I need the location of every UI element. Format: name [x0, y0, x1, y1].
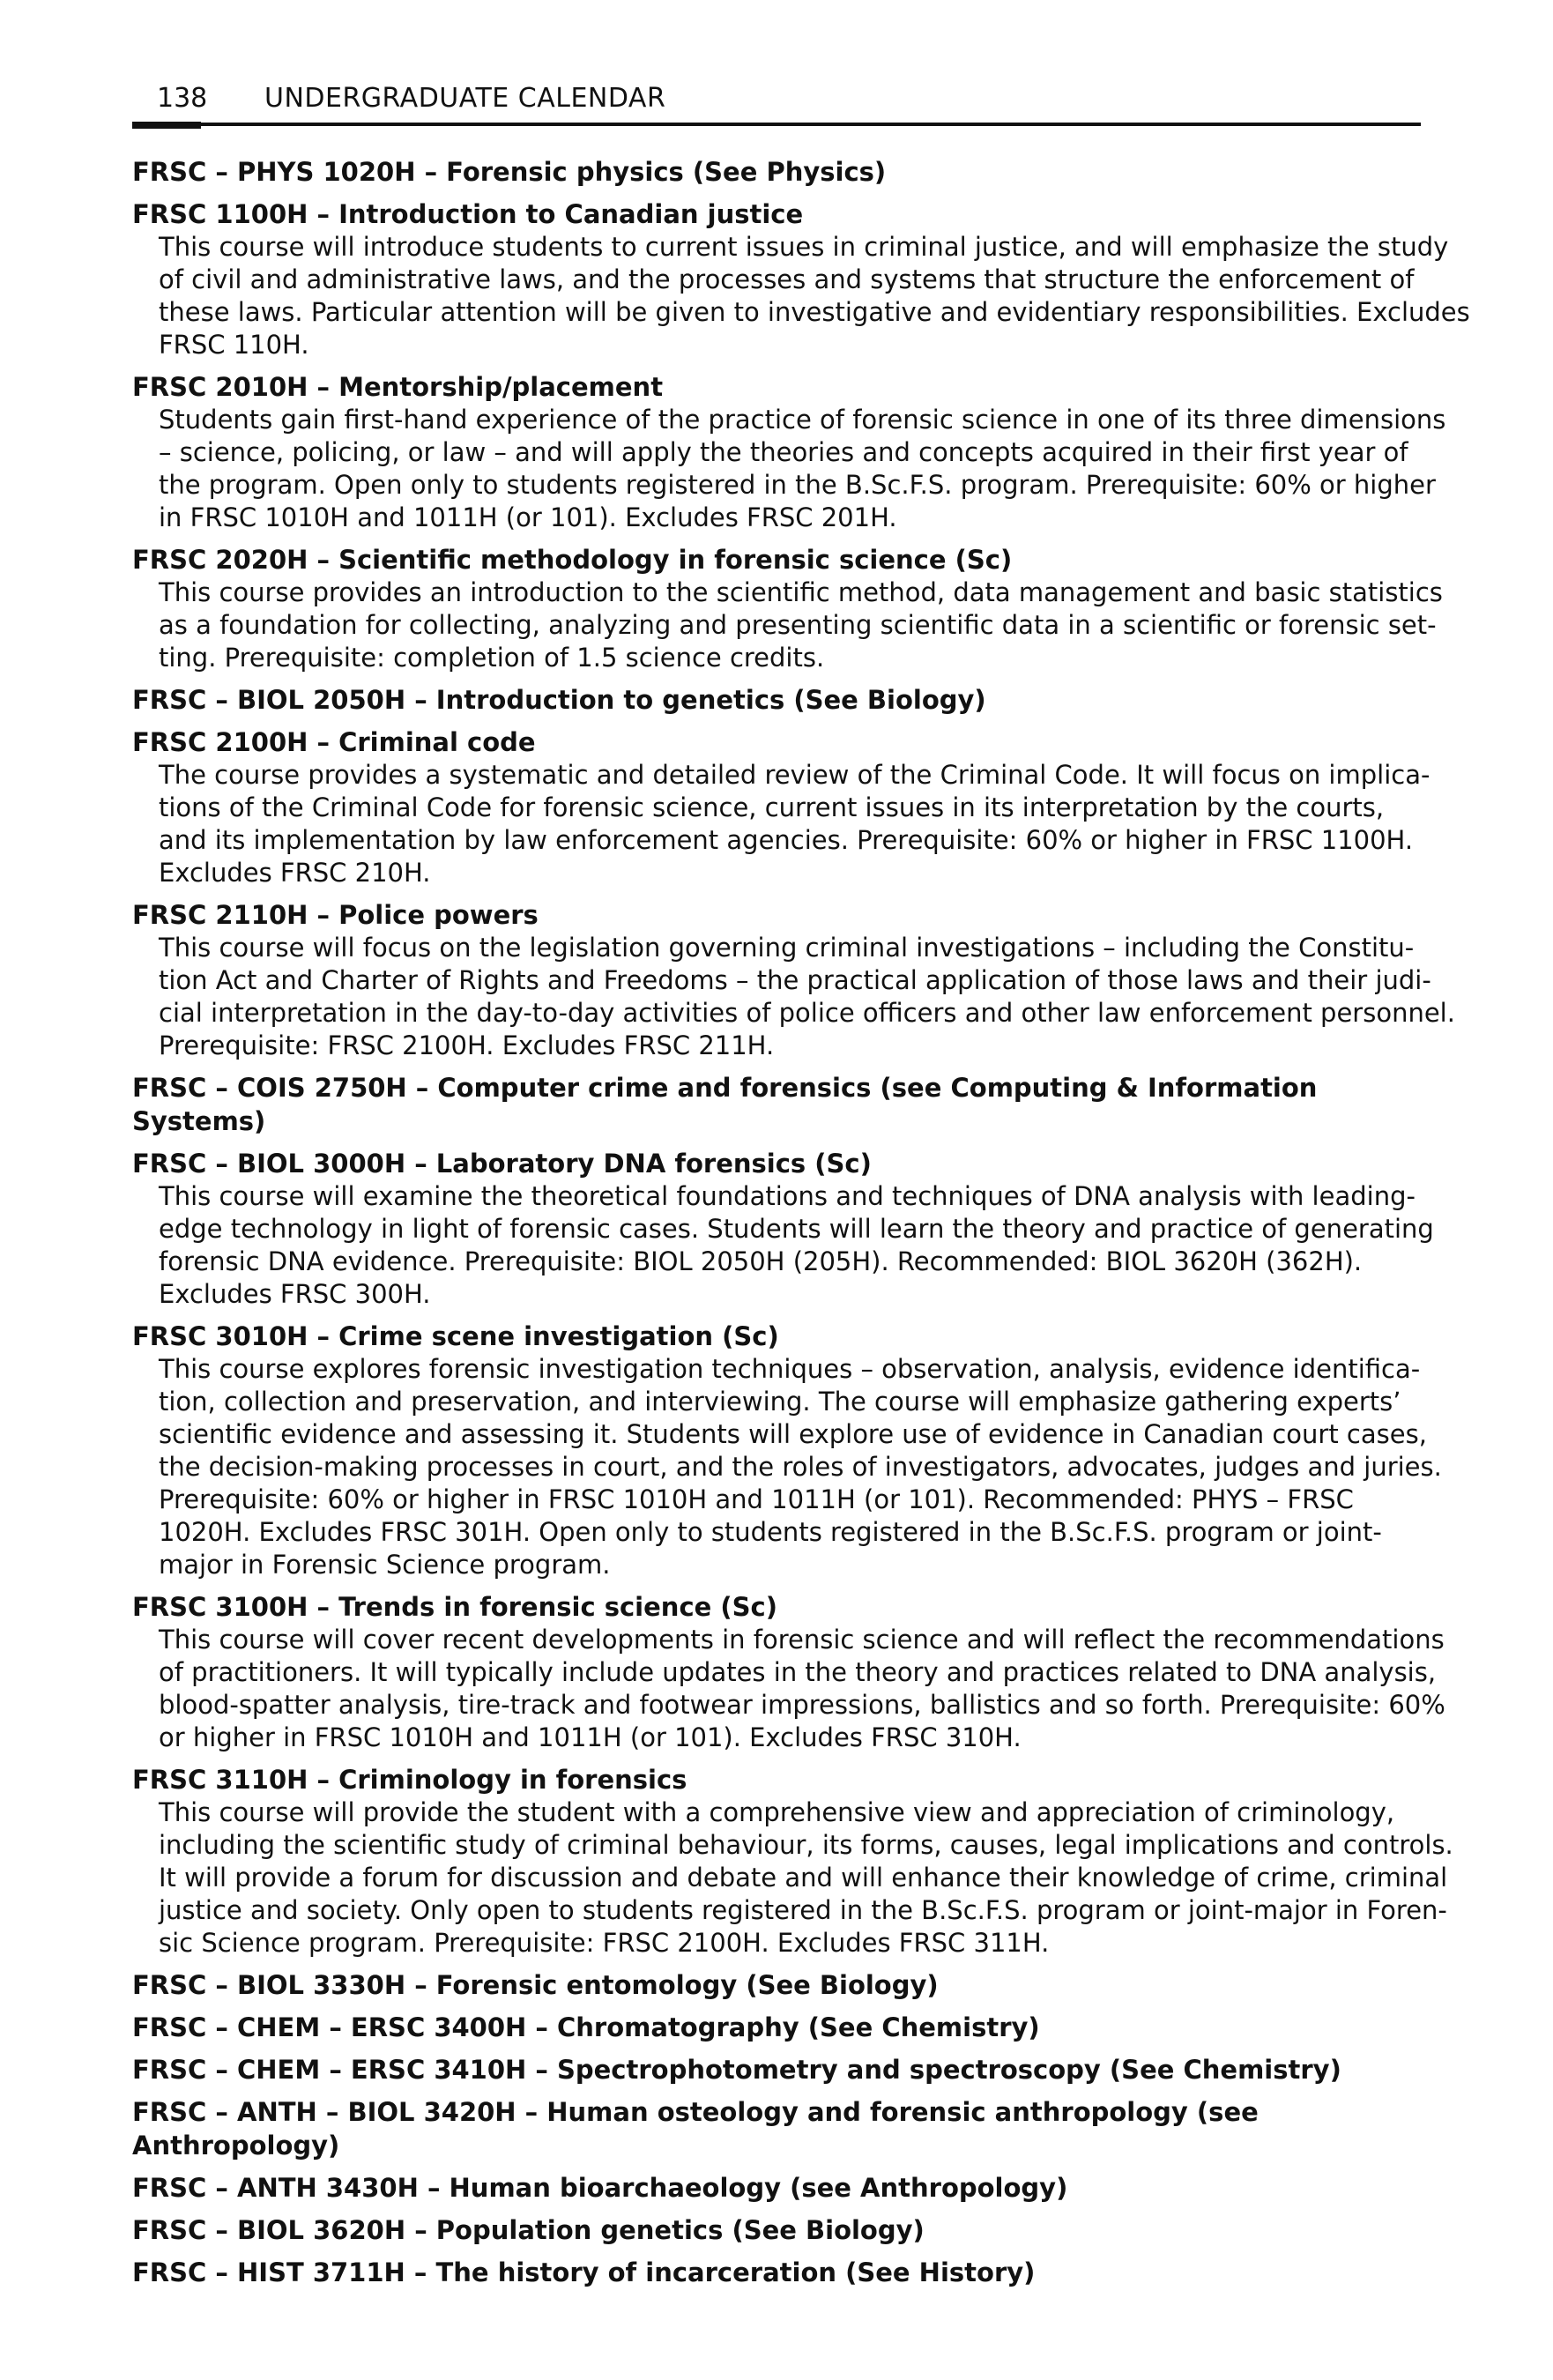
page-number: 138: [157, 83, 208, 114]
description-line: edge technology in light of forensic cases. Students will learn the theory and practice of generating: [159, 1214, 1434, 1244]
course-entry: [132, 2256, 1428, 2289]
description-line: tion Act and Charter of Rights and Freedoms – the practical application of those laws and their judi-: [159, 965, 1431, 995]
course-entry: [132, 1071, 1428, 1138]
description-line: Excludes FRSC 300H.: [159, 1279, 431, 1309]
course-title: [132, 725, 1428, 759]
course-listing: [132, 155, 1470, 2298]
description-line: as a foundation for collecting, analyzing and presenting scientific data in a scientific or forensic set-: [159, 610, 1437, 640]
description-line: justice and society. Only open to students registered in the B.Sc.F.S. program or joint-major in Foren-: [159, 1895, 1447, 1925]
description-line: scientific evidence and assessing it. Students will explore use of evidence in Canadian court cases,: [159, 1419, 1427, 1449]
description-line: tion, collection and preservation, and interviewing. The course will emphasize gathering experts’: [159, 1387, 1401, 1417]
course-title: [132, 898, 1428, 932]
course-title-text: FRSC 2010H – Mentorship/placement: [132, 372, 664, 402]
description-line: This course will provide the student with a comprehensive view and appreciation of criminology,: [159, 1797, 1395, 1827]
course-description: [132, 1624, 1445, 1754]
course-entry: [132, 2171, 1428, 2205]
course-entry: [132, 898, 1455, 1062]
course-title: [132, 2256, 1428, 2289]
description-line: This course explores forensic investigation techniques – observation, analysis, evidence identifica-: [159, 1354, 1421, 1384]
description-line: blood-spatter analysis, tire-track and footwear impressions, ballistics and so forth. Prerequisite: 60%: [159, 1690, 1445, 1720]
description-line: 1020H. Excludes FRSC 301H. Open only to students registered in the B.Sc.F.S. program or joint-: [159, 1517, 1382, 1547]
course-title-text: FRSC – BIOL 3000H – Laboratory DNA forensics (Sc): [132, 1149, 872, 1179]
description-line: cial interpretation in the day-to-day activities of police officers and other law enforcement personnel.: [159, 998, 1455, 1028]
course-entry: [132, 1590, 1445, 1754]
course-entry: [132, 2011, 1428, 2044]
course-description: [132, 576, 1443, 674]
course-entry: [132, 197, 1470, 361]
description-line: FRSC 110H.: [159, 330, 309, 360]
course-title-text: FRSC – BIOL 3620H – Population genetics (See Biology): [132, 2215, 925, 2245]
course-description: [132, 932, 1455, 1062]
description-line: and its implementation by law enforcement agencies. Prerequisite: 60% or higher in FRSC 1100H.: [159, 825, 1414, 855]
course-entry: [132, 1763, 1453, 1960]
course-title: [132, 155, 1428, 189]
course-entry: [132, 683, 1428, 717]
description-line: or higher in FRSC 1010H and 1011H (or 101). Excludes FRSC 310H.: [159, 1722, 1022, 1752]
course-title: [132, 2053, 1428, 2086]
course-title-text: FRSC – CHEM – ERSC 3400H – Chromatography (See Chemistry): [132, 2012, 1040, 2042]
description-line: forensic DNA evidence. Prerequisite: BIOL 2050H (205H). Recommended: BIOL 3620H (362H).: [159, 1246, 1363, 1276]
course-title: [132, 1968, 1428, 2002]
description-line: This course will examine the theoretical foundations and techniques of DNA analysis with leading-: [159, 1181, 1416, 1211]
course-description: [132, 231, 1470, 361]
description-line: of practitioners. It will typically include updates in the theory and practices related to DNA analysis,: [159, 1657, 1437, 1687]
course-entry: [132, 2213, 1428, 2247]
header-rule: [201, 123, 1421, 126]
course-description: [132, 759, 1428, 889]
course-title-text: FRSC 3010H – Crime scene investigation (Sc): [132, 1321, 779, 1351]
course-entry: [132, 725, 1428, 889]
description-line: Students gain first-hand experience of the practice of forensic science in one of its three dimensions: [159, 405, 1446, 435]
course-entry: [132, 1320, 1442, 1581]
course-title: [132, 197, 1428, 231]
header-rule-accent: [132, 122, 201, 129]
course-entry: [132, 370, 1446, 534]
course-title: [132, 1071, 1428, 1138]
course-title: [132, 1147, 1428, 1180]
course-description: [132, 404, 1446, 534]
description-line: This course provides an introduction to the scientific method, data management and basic statistics: [159, 577, 1443, 607]
course-title-text: FRSC – ANTH – BIOL 3420H – Human osteology and forensic anthropology (see: [132, 2097, 1259, 2127]
course-title-text: FRSC – ANTH 3430H – Human bioarchaeology (see Anthropology): [132, 2173, 1068, 2203]
description-line: the decision-making processes in court, and the roles of investigators, advocates, judges and juries.: [159, 1452, 1442, 1482]
course-title: [132, 2213, 1428, 2247]
description-line: major in Forensic Science program.: [159, 1550, 611, 1580]
course-title-text: FRSC – BIOL 3330H – Forensic entomology (See Biology): [132, 1970, 939, 2000]
course-title: [132, 543, 1428, 576]
course-title-text: FRSC – COIS 2750H – Computer crime and forensics (see Computing & Information Systems): [132, 1073, 1318, 1136]
course-title: [132, 1320, 1428, 1353]
course-title-text: FRSC 3100H – Trends in forensic science (Sc): [132, 1592, 777, 1622]
running-title: UNDERGRADUATE CALENDAR: [264, 83, 666, 114]
description-line: This course will focus on the legislation governing criminal investigations – including the Constitu-: [159, 933, 1415, 963]
description-line: Prerequisite: FRSC 2100H. Excludes FRSC 211H.: [159, 1030, 775, 1060]
description-line: Excludes FRSC 210H.: [159, 858, 431, 888]
course-title: [132, 2011, 1428, 2044]
course-entry: [132, 2095, 1428, 2162]
course-title: [132, 2171, 1428, 2205]
description-line: including the scientific study of criminal behaviour, its forms, causes, legal implications and controls.: [159, 1830, 1453, 1860]
course-title: [132, 2095, 1428, 2162]
course-title-text: FRSC – BIOL 2050H – Introduction to genetics (See Biology): [132, 685, 986, 715]
description-line: This course will cover recent developments in forensic science and will reflect the recommendations: [159, 1625, 1445, 1655]
course-entry: [132, 1147, 1434, 1311]
course-title-text: FRSC 3110H – Criminology in forensics: [132, 1765, 687, 1795]
page-header: [132, 81, 1421, 125]
course-title-text: FRSC 2110H – Police powers: [132, 900, 539, 930]
course-entry: [132, 1968, 1428, 2002]
course-title: [132, 370, 1428, 404]
course-entry: [132, 2053, 1428, 2086]
course-entry: [132, 543, 1443, 674]
description-line: the program. Open only to students registered in the B.Sc.F.S. program. Prerequisite: 60% or higher: [159, 470, 1436, 500]
course-title: [132, 683, 1428, 717]
description-line: This course will introduce students to current issues in criminal justice, and will emphasize the study: [159, 232, 1449, 262]
description-line: It will provide a forum for discussion and debate and will enhance their knowledge of crime, criminal: [159, 1863, 1448, 1893]
course-title-text: FRSC – CHEM – ERSC 3410H – Spectrophotometry and spectroscopy (See Chemistry): [132, 2055, 1341, 2085]
course-title-text: FRSC 1100H – Introduction to Canadian justice: [132, 199, 804, 229]
description-line: of civil and administrative laws, and the processes and systems that structure the enforcement of: [159, 264, 1415, 294]
description-line: sic Science program. Prerequisite: FRSC 2100H. Excludes FRSC 311H.: [159, 1928, 1050, 1958]
course-title-text: FRSC – PHYS 1020H – Forensic physics (See Physics): [132, 157, 887, 187]
course-entry: [132, 155, 1428, 189]
course-title-continuation: Anthropology): [132, 2131, 340, 2161]
description-line: these laws. Particular attention will be given to investigative and evidentiary responsibilities. Excludes: [159, 297, 1470, 327]
description-line: The course provides a systematic and detailed review of the Criminal Code. It will focus on implica-: [159, 760, 1430, 790]
course-title-text: FRSC 2100H – Criminal code: [132, 727, 536, 757]
course-description: [132, 1180, 1434, 1311]
description-line: – science, policing, or law – and will apply the theories and concepts acquired in their first year of: [159, 437, 1408, 467]
description-line: in FRSC 1010H and 1011H (or 101). Excludes FRSC 201H.: [159, 502, 897, 532]
description-line: ting. Prerequisite: completion of 1.5 science credits.: [159, 643, 825, 673]
description-line: Prerequisite: 60% or higher in FRSC 1010H and 1011H (or 101). Recommended: PHYS – FRSC: [159, 1484, 1354, 1514]
course-title-text: FRSC 2020H – Scientific methodology in forensic science (Sc): [132, 545, 1013, 575]
course-title: [132, 1590, 1428, 1624]
description-line: tions of the Criminal Code for forensic science, current issues in its interpretation by the courts,: [159, 792, 1385, 822]
course-description: [132, 1796, 1453, 1960]
course-description: [132, 1353, 1442, 1581]
course-title-text: FRSC – HIST 3711H – The history of incarceration (See History): [132, 2257, 1036, 2287]
course-title: [132, 1763, 1428, 1796]
